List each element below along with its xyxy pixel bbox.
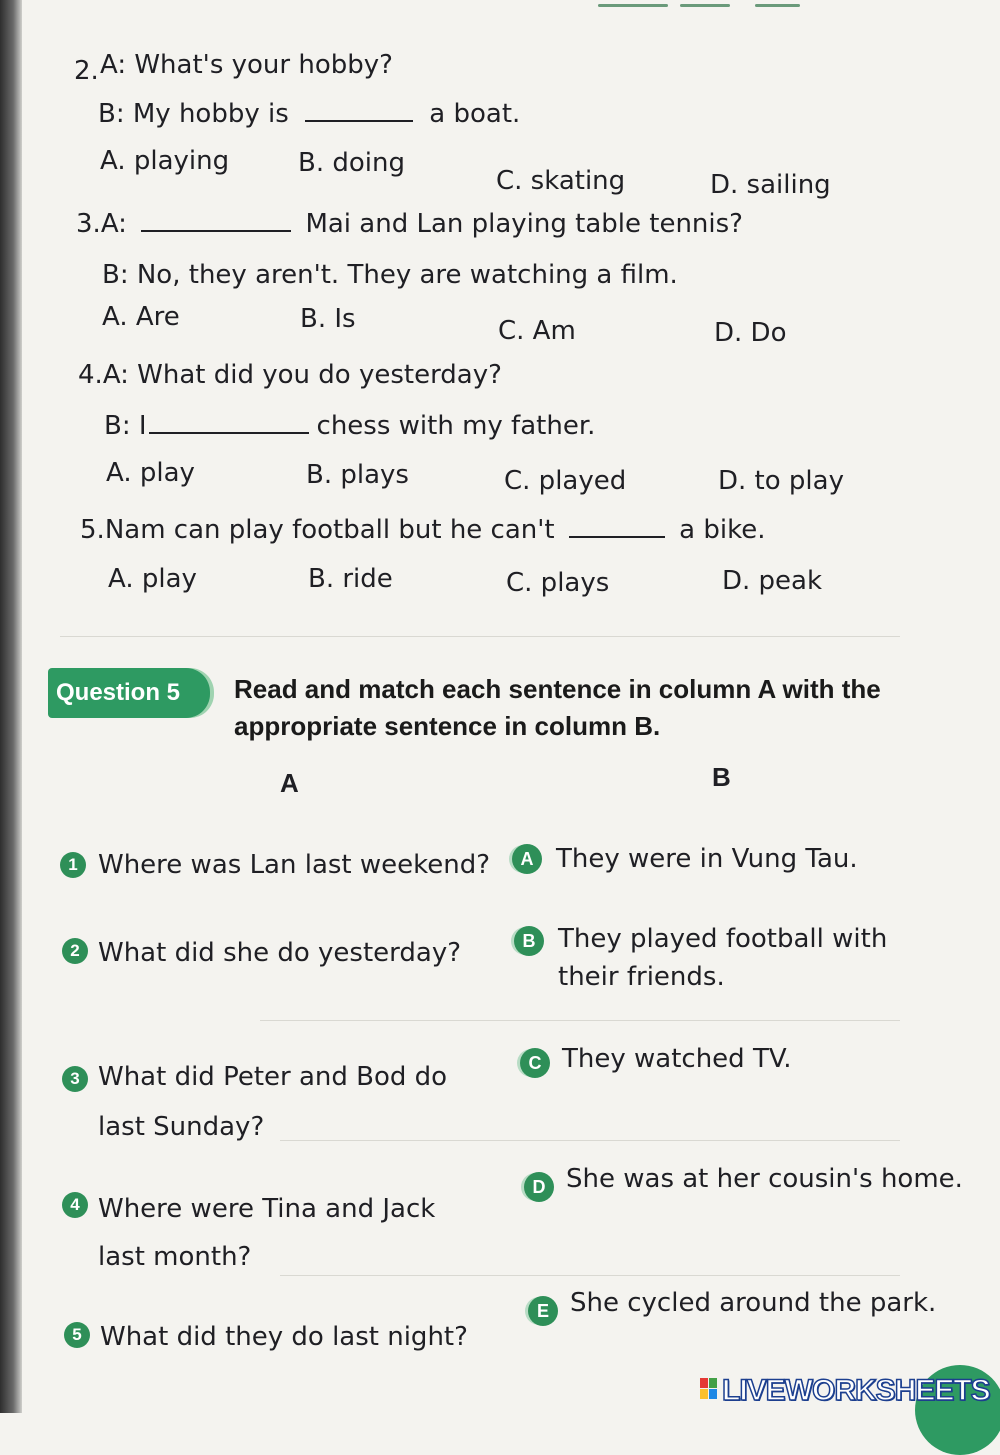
instruction-line: Read and match each sentence in column A with the xyxy=(234,674,881,704)
question-line: A: What's your hobby? xyxy=(100,50,393,80)
liveworksheets-logo: LIVEWORKSHEETS xyxy=(722,1374,990,1407)
liveworksheets-logo-icon xyxy=(700,1378,718,1400)
option-d[interactable]: D. peak xyxy=(722,566,823,596)
item-text: They played football with xyxy=(558,924,888,954)
item-text: What did Peter and Bod do xyxy=(98,1062,448,1092)
item-text: last month? xyxy=(98,1242,252,1272)
line-text: Nam can play football but he can't xyxy=(104,515,555,545)
option-c[interactable]: C. plays xyxy=(506,568,610,598)
item-text: She cycled around the park. xyxy=(570,1288,937,1318)
answer-blank[interactable] xyxy=(141,210,291,232)
header-decoration xyxy=(598,4,668,7)
item-letter-badge: B xyxy=(514,926,544,956)
answer-blank[interactable] xyxy=(149,412,309,434)
header-decoration xyxy=(755,4,800,7)
item-number-badge: 3 xyxy=(62,1066,88,1092)
question-number: 2. xyxy=(74,56,99,86)
divider xyxy=(280,1140,900,1141)
question-line: B: No, they aren't. They are watching a film. xyxy=(102,260,678,290)
option-a[interactable]: A. Are xyxy=(102,302,180,332)
option-a[interactable]: A. play xyxy=(108,564,197,594)
question-line xyxy=(78,362,502,388)
header-decoration xyxy=(680,4,730,7)
option-c[interactable]: C. Am xyxy=(498,316,576,346)
item-text: They watched TV. xyxy=(562,1044,792,1074)
line-text: chess with my father. xyxy=(316,411,596,441)
item-letter-badge: E xyxy=(528,1296,558,1326)
item-text: Where were Tina and Jack xyxy=(98,1194,436,1224)
item-text: Where was Lan last weekend? xyxy=(98,850,491,880)
question-number: 3. xyxy=(76,209,101,239)
item-text: They were in Vung Tau. xyxy=(556,844,858,874)
option-c[interactable]: C. skating xyxy=(496,166,626,196)
column-b-header: B xyxy=(712,762,731,792)
divider xyxy=(280,1275,900,1276)
item-letter-badge: D xyxy=(524,1172,554,1202)
item-text: What did she do yesterday? xyxy=(98,938,462,968)
option-b[interactable]: B. ride xyxy=(308,564,393,594)
item-number-badge: 1 xyxy=(60,852,86,878)
question-number: 4. xyxy=(78,360,103,390)
option-a[interactable]: A. play xyxy=(106,458,195,488)
line-text: B: My hobby is xyxy=(98,99,289,129)
question-line xyxy=(76,210,743,237)
question-line xyxy=(80,516,765,543)
item-text: their friends. xyxy=(558,962,725,992)
question-number: 5. xyxy=(80,515,105,545)
option-b[interactable]: B. doing xyxy=(298,148,405,178)
option-b[interactable]: B. Is xyxy=(300,304,356,334)
option-c[interactable]: C. played xyxy=(504,466,627,496)
question-badge xyxy=(48,668,210,718)
option-d[interactable]: D. to play xyxy=(718,466,844,496)
item-text: last Sunday? xyxy=(98,1112,265,1142)
item-number-badge: 4 xyxy=(62,1192,88,1218)
item-letter-badge: A xyxy=(512,844,542,874)
divider xyxy=(60,636,900,637)
item-number-badge: 5 xyxy=(64,1322,90,1348)
line-text: a bike. xyxy=(679,515,766,545)
item-letter-badge: C xyxy=(520,1048,550,1078)
line-text: A: What did you do yesterday? xyxy=(102,360,502,390)
line-text: a boat. xyxy=(429,99,521,129)
line-text: B: I xyxy=(104,411,147,441)
item-number-badge: 2 xyxy=(62,938,88,964)
option-d[interactable]: D. sailing xyxy=(710,170,831,200)
divider xyxy=(260,1020,900,1021)
question-badge-label: Question 5 xyxy=(56,679,181,706)
item-text: What did they do last night? xyxy=(100,1322,468,1352)
question-line xyxy=(104,412,595,439)
line-text: Mai and Lan playing table tennis? xyxy=(305,209,743,239)
option-b[interactable]: B. plays xyxy=(306,460,409,490)
instruction-line: appropriate sentence in column B. xyxy=(234,711,661,741)
item-text: She was at her cousin's home. xyxy=(566,1164,963,1194)
question-line xyxy=(98,100,520,127)
page-edge-shadow xyxy=(0,0,22,1413)
answer-blank[interactable] xyxy=(305,100,413,122)
option-a[interactable]: A. playing xyxy=(100,146,230,176)
option-d[interactable]: D. Do xyxy=(714,318,787,348)
line-text: A: xyxy=(100,209,127,239)
column-a-header: A xyxy=(280,768,299,798)
answer-blank[interactable] xyxy=(569,516,665,538)
